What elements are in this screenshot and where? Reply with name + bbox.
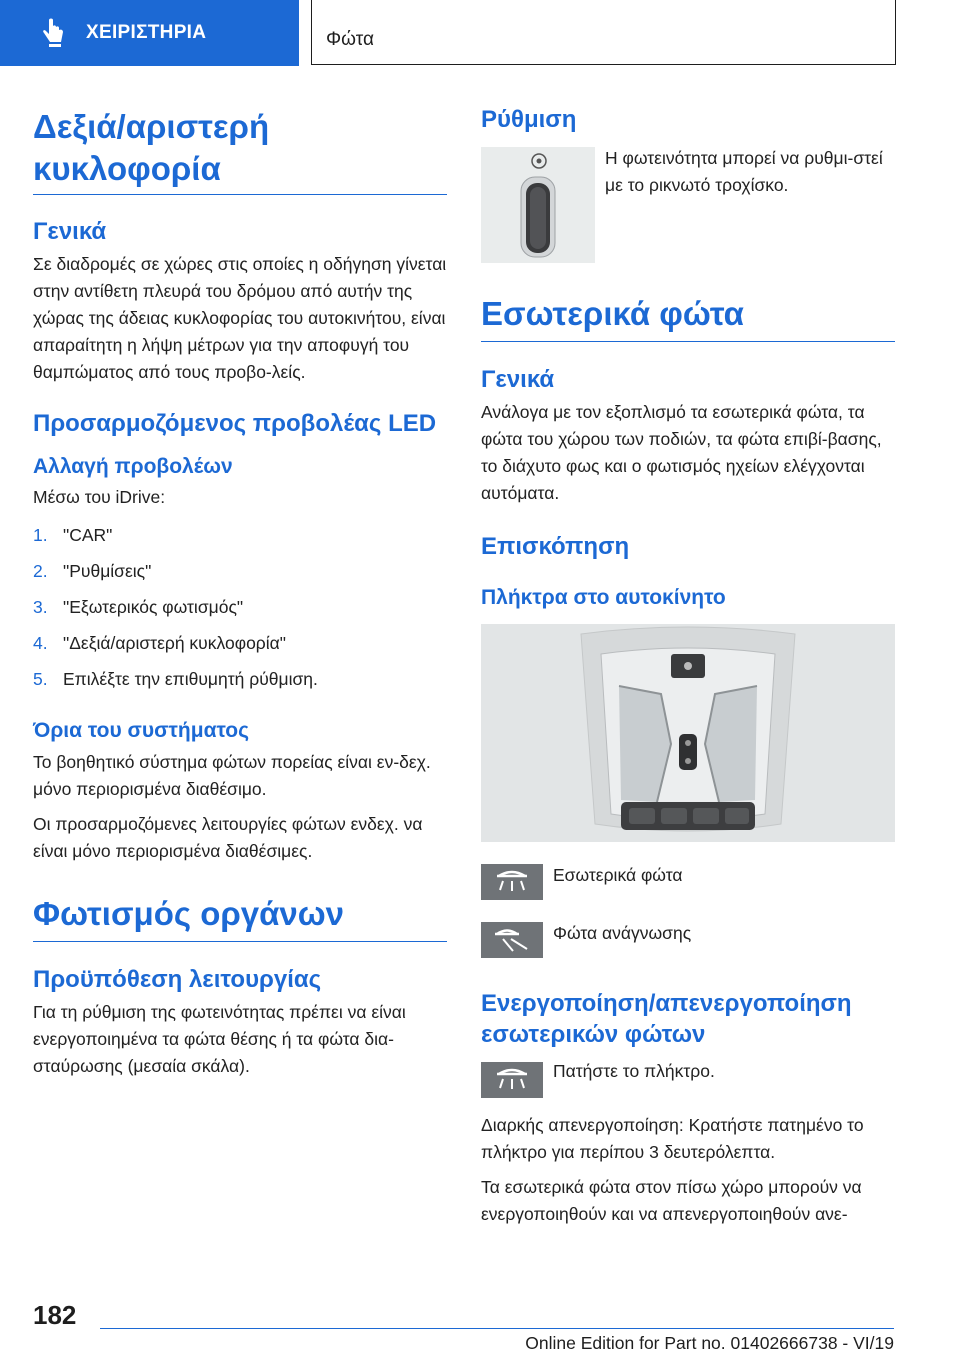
legend-row-reading — [481, 922, 895, 958]
footer-rule — [100, 1328, 894, 1329]
heading-system-limits: Όρια του συστήματος — [33, 719, 250, 742]
paragraph-general-right: Ανάλογα με τον εξοπλισμό τα εσωτερικά φώτα, τα φώτα του χώρου των ποδιών, τα φώτα επιβί-βασης, το διάχυτο φως και ο φωτισμός ηχείων ελέγχονται αυτόματα. — [481, 402, 882, 503]
page-number: 182 — [33, 1300, 77, 1330]
legend-reading-lights: Φώτα ανάγνωσης — [553, 922, 692, 943]
reading-light-icon — [481, 922, 543, 958]
list-item: 3. "Εξωτερικός φωτισμός" — [33, 596, 244, 617]
paragraph-press-button: Πατήστε το πλήκτρο. — [553, 1061, 715, 1081]
list-item: 2. "Ρυθμίσεις" — [33, 560, 152, 581]
heading-adaptive-led: Προσαρμοζόμενος προβολέας LED — [33, 410, 437, 437]
paragraph-precondition: Για τη ρύθμιση της φωτεινότητας πρέπει να είναι ενεργοποιημένα τα φώτα θέσης ή τα φώτα δια-σταύρωσης (μεσαία σκάλα). — [33, 1002, 406, 1076]
section-tab[interactable] — [0, 0, 299, 66]
heading-instrument-lighting: Φωτισμός οργάνων — [33, 895, 344, 932]
interior-light-button-icon — [481, 1062, 543, 1098]
section-tab-label: ΧΕΙΡΙΣΤΗΡΙΑ — [86, 22, 207, 43]
list-item: 4. "Δεξιά/αριστερή κυκλοφορία" — [33, 632, 286, 653]
legend-interior-lights: Εσωτερικά φώτα — [553, 864, 683, 885]
chapter-header — [311, 0, 896, 65]
paragraph-hold-button: Διαρκής απενεργοποίηση: Κρατήστε πατημένο το πλήκτρο για περίπου 3 δευτερόλεπτα. — [481, 1115, 864, 1162]
paragraph-limits-1: Το βοηθητικό σύστημα φώτων πορείας είναι εν-δεχ. μόνο περιορισμένα διαθέσιμο. — [33, 752, 431, 799]
paragraph-general: Σε διαδρομές σε χώρες στις οποίες η οδήγηση γίνεται στην αντίθετη πλευρά του δρόμου από αυτήν της χώρας της άδειας κυκλοφορίας του αυτοκινήτου, είναι απαραίτητη η λήψη μέτρων για την αποφυγή του θαμπώματος από τους προβο-λείς. — [33, 254, 447, 382]
roof-console-image — [481, 624, 895, 842]
paragraph-limits-2: Οι προσαρμοζόμενες λειτουργίες φώτων ενδεχ. να είναι μόνο περιορισμένα διαθέσιμες. — [33, 814, 423, 861]
heading-general-right: Γενικά — [481, 366, 555, 393]
heading-overview: Επισκόπηση — [481, 533, 630, 560]
paragraph-via-idrive: Μέσω του iDrive: — [33, 487, 166, 507]
interior-light-icon — [481, 864, 543, 900]
heading-on-off-interior: Ενεργοποίηση/απενεργοποίηση εσωτερικών φώτων — [481, 990, 852, 1048]
heading-block-rh — [33, 100, 447, 195]
heading-interior-lights: Εσωτερικά φώτα — [481, 295, 744, 332]
adjust-figure-row — [481, 147, 895, 263]
press-row — [481, 1058, 895, 1098]
right-column — [481, 100, 895, 1228]
heading-block-instr — [33, 893, 447, 942]
paragraph-adjust: Η φωτεινότητα μπορεί να ρυθμι-στεί με το ρικνωτό τροχίσκο. — [605, 148, 883, 195]
hand-pointer-icon — [40, 18, 66, 48]
left-column — [33, 100, 447, 1080]
chapter-title: Φώτα — [326, 29, 374, 50]
list-item: 1. "CAR" — [33, 524, 113, 545]
heading-right-left-traffic: Δεξιά/αριστερή κυκλοφορία — [33, 108, 270, 187]
heading-block-interior — [481, 293, 895, 342]
heading-general: Γενικά — [33, 218, 107, 245]
heading-adjust: Ρύθμιση — [481, 106, 577, 133]
edition-note: Online Edition for Part no. 01402666738 - VI/19 — [525, 1333, 894, 1353]
list-item: 5. Επιλέξτε την επιθυμητή ρύθμιση. — [33, 668, 318, 689]
legend-row-interior — [481, 864, 895, 900]
thumbwheel-image — [481, 147, 595, 263]
heading-precondition: Προϋπόθεση λειτουργίας — [33, 966, 322, 993]
heading-buttons-in-car: Πλήκτρα στο αυτοκίνητο — [481, 586, 726, 609]
steps-list — [33, 517, 447, 697]
paragraph-rear-lights: Τα εσωτερικά φώτα στον πίσω χώρο μπορούν να ενεργοποιηθούν και να απενεργοποιηθούν ανε- — [481, 1177, 862, 1224]
heading-switch-headlights: Αλλαγή προβολέων — [33, 455, 233, 478]
